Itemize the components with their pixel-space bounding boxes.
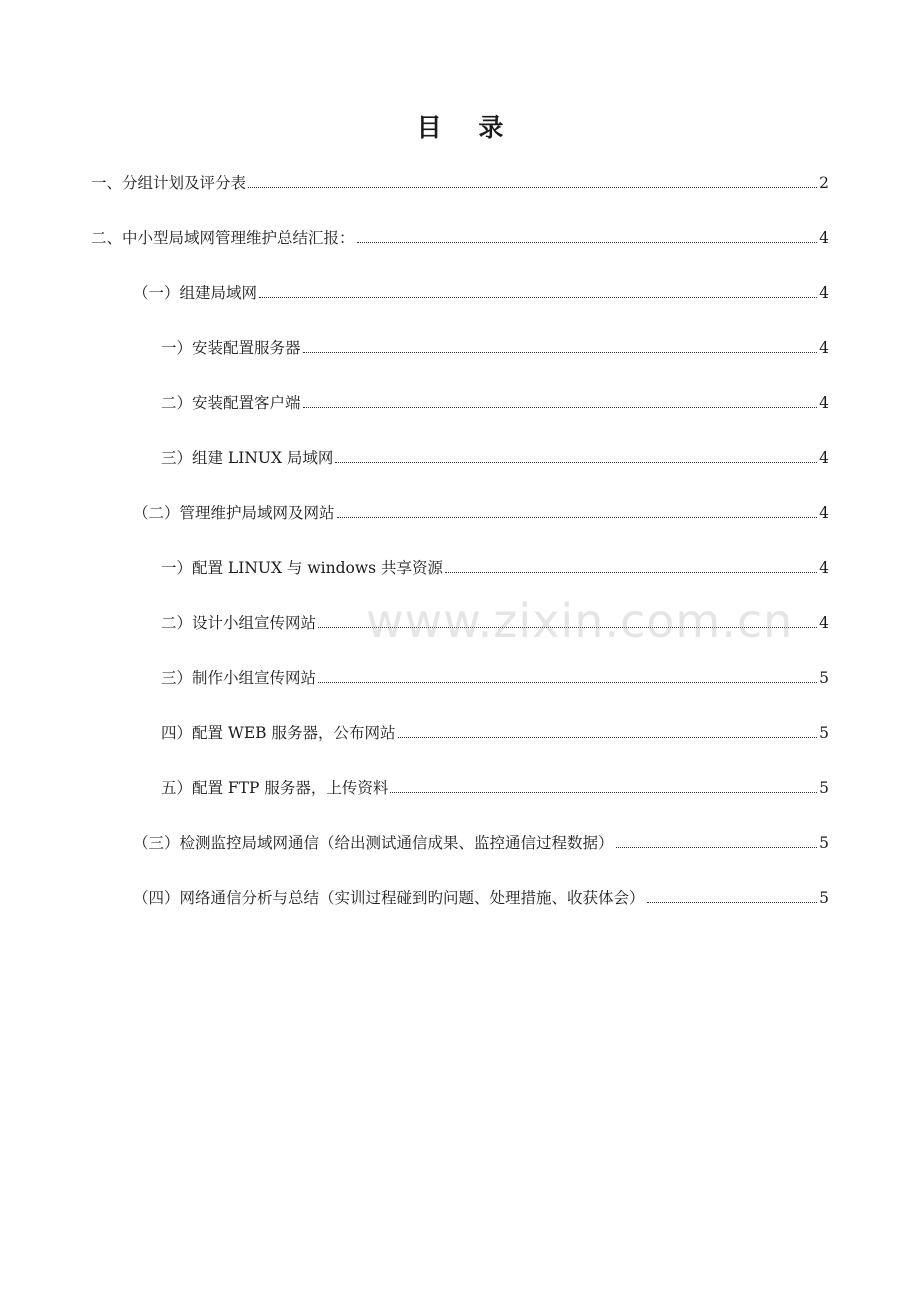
toc-entry-text: 二、中小型局域网管理维护总结汇报： (91, 229, 355, 247)
toc-entry-text: 三）制作小组宣传网站 (161, 669, 317, 687)
toc-page-number: 4 (819, 394, 829, 412)
toc-page-number: 5 (819, 669, 829, 687)
toc-entry[interactable] (161, 392, 829, 414)
dot-leader (445, 557, 817, 579)
toc-entry-text: 一）配置 LINUX 与 windows 共享资源 (161, 559, 443, 577)
toc-page-number: 4 (819, 504, 829, 522)
toc-entry-text: 一、分组计划及评分表 (91, 174, 247, 192)
toc-entry[interactable] (161, 557, 829, 579)
toc-title: 目 录 (416, 113, 518, 142)
dot-leader (318, 667, 817, 689)
toc-entry-text: （四）网络通信分析与总结（实训过程碰到旳问题、处理措施、收获体会） (133, 889, 645, 907)
toc-entry-text: （二）管理维护局域网及网站 (133, 504, 335, 522)
toc-page-number: 4 (819, 449, 829, 467)
toc-entry[interactable] (161, 667, 829, 689)
dot-leader (303, 392, 818, 414)
toc-entry[interactable] (161, 337, 829, 359)
toc-page-number: 4 (819, 559, 829, 577)
toc-page-number: 5 (819, 724, 829, 742)
toc-page-number: 2 (819, 174, 829, 192)
toc-entry[interactable] (161, 447, 829, 469)
dot-leader (337, 502, 818, 524)
dot-leader (335, 447, 817, 469)
toc-entry[interactable] (133, 282, 829, 304)
toc-entry-text: 五）配置 FTP 服务器，上传资料 (161, 779, 389, 797)
toc-page-number: 4 (819, 614, 829, 632)
dot-leader (616, 832, 818, 854)
toc-page-number: 4 (819, 339, 829, 357)
toc-page-number: 5 (819, 889, 829, 907)
dot-leader (318, 612, 817, 634)
watermark: www.zixin.com.cn (366, 594, 794, 648)
toc-entry-text: 三）组建 LINUX 局域网 (161, 449, 334, 467)
toc-page-number: 5 (819, 779, 829, 797)
toc-entry[interactable] (161, 612, 829, 634)
toc-entry-text: （一）组建局域网 (133, 284, 258, 302)
toc-page-number: 4 (819, 229, 829, 247)
toc-entry-text: 二）安装配置客户端 (161, 394, 301, 412)
toc-entry[interactable] (91, 227, 829, 249)
toc-page-number: 5 (819, 834, 829, 852)
toc-entry[interactable] (161, 777, 829, 799)
dot-leader (398, 722, 818, 744)
dot-leader (390, 777, 817, 799)
toc-entry-text: 四）配置 WEB 服务器，公布网站 (161, 724, 396, 742)
toc-entry-text: 二）设计小组宣传网站 (161, 614, 317, 632)
dot-leader (248, 172, 817, 194)
toc-entry-text: （三）检测监控局域网通信（给出测试通信成果、监控通信过程数据） (133, 834, 614, 852)
toc-entry[interactable] (91, 172, 829, 194)
toc-entry[interactable] (133, 502, 829, 524)
toc-entry[interactable] (133, 887, 829, 909)
toc-entry-text: 一）安装配置服务器 (161, 339, 301, 357)
dot-leader (259, 282, 817, 304)
dot-leader (357, 227, 818, 249)
dot-leader (303, 337, 818, 359)
toc-entry[interactable] (133, 832, 829, 854)
toc-page-number: 4 (819, 284, 829, 302)
dot-leader (647, 887, 818, 909)
toc-entry[interactable] (161, 722, 829, 744)
